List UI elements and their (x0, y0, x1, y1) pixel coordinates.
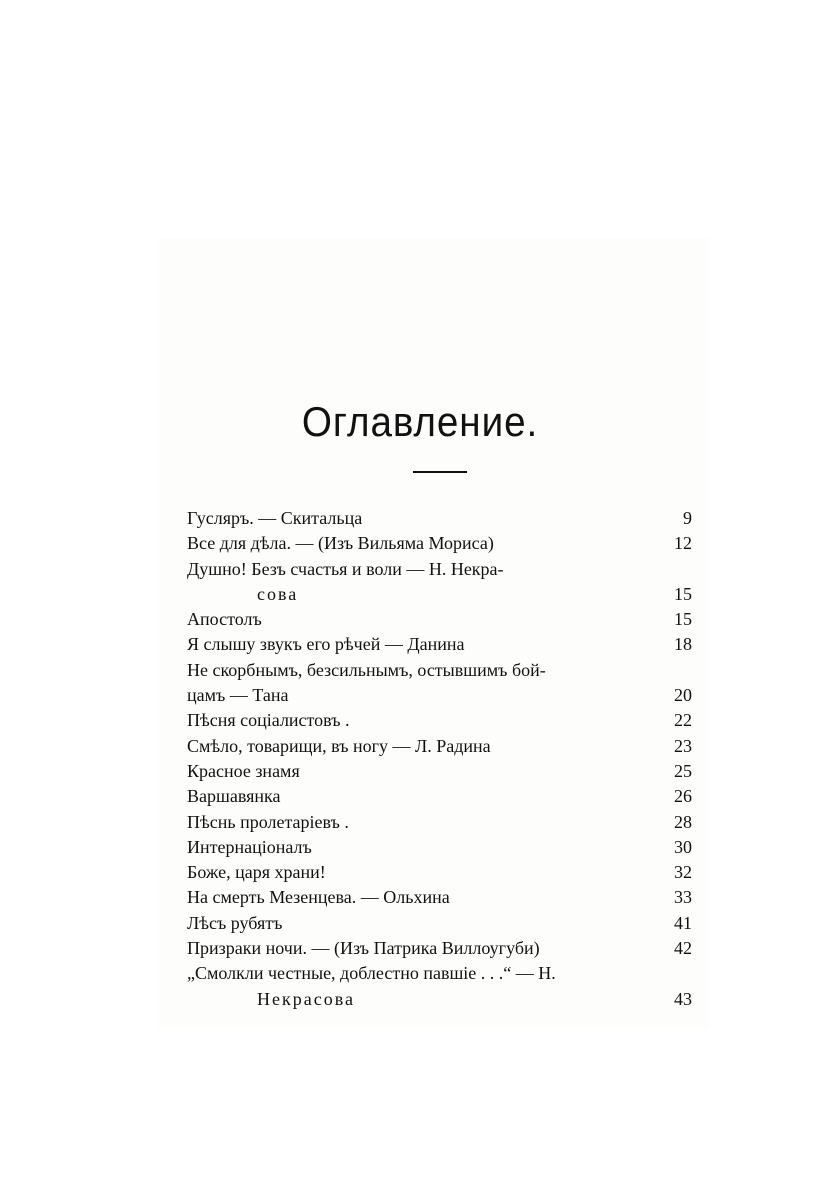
toc-entry-title: Пѣсня соціалистовъ . (187, 710, 350, 731)
toc-entry-page: 20 (674, 685, 692, 706)
toc-entry-title: Я слышу звукъ его рѣчей — Данина (187, 634, 465, 655)
toc-entry-title: На смерть Мезенцева. — Ольхина (187, 887, 450, 908)
toc-entry-page: 22 (674, 710, 692, 731)
toc-entry (187, 835, 692, 860)
toc-entry (187, 810, 692, 835)
toc-entry (187, 911, 692, 936)
page-title: Оглавление. (301, 398, 539, 445)
toc-entry (187, 961, 692, 986)
toc-entry (187, 860, 692, 885)
toc-entry-title: Варшавянка (187, 786, 281, 807)
title-rule (413, 471, 467, 473)
toc-entry (187, 557, 692, 582)
toc-entry-title: Призраки ночи. — (Изъ Патрика Виллоугуби) (187, 938, 540, 959)
toc-entry-page: 43 (674, 988, 692, 1009)
toc-entry-title: Пѣснь пролетаріевъ . (187, 811, 349, 832)
toc-entry (187, 759, 692, 784)
toc-entry-title: Все для дѣла. — (Изъ Вильяма Мориса) (187, 533, 494, 554)
toc-entry (187, 506, 692, 531)
toc-entry-page: 28 (674, 811, 692, 832)
toc-entry-title: Смѣло, товарищи, въ ногу — Л. Радина (187, 735, 491, 756)
toc-entry-title: Гусляръ. — Скитальца (187, 508, 363, 528)
toc-entry-title: Некрасова (257, 988, 355, 1009)
toc-entry-page: 18 (674, 634, 692, 655)
toc-entry-page: 9 (683, 508, 692, 528)
toc-entry-title: Красное знамя (187, 760, 300, 781)
toc-entry-title: Боже, царя храни! (187, 862, 326, 883)
toc-entry-title: Интернаціоналъ (187, 836, 312, 857)
table-of-contents (187, 506, 692, 1012)
toc-entry-title: „Смолкли честные, доблестно павшіе . . .“ — Н. (187, 963, 556, 984)
toc-entry-page: 30 (674, 836, 692, 857)
toc-entry-title: сова (257, 583, 299, 604)
toc-entry-title: Не скорбнымъ, безсильнымъ, остывшимъ бой- (187, 659, 546, 680)
toc-entry (187, 531, 692, 556)
toc-entry (187, 683, 692, 708)
toc-entry-title: Апостолъ (187, 609, 262, 630)
toc-entry (187, 658, 692, 683)
toc-entry-page: 25 (674, 760, 692, 781)
toc-entry (187, 582, 692, 607)
toc-entry-title: Лѣсъ рубятъ (187, 912, 283, 933)
toc-entry (187, 734, 692, 759)
toc-entry-page: 23 (674, 735, 692, 756)
toc-entry (187, 936, 692, 961)
toc-entry-page: 26 (674, 786, 692, 807)
toc-entry-page: 33 (674, 887, 692, 908)
toc-entry-title: Душно! Безъ счастья и воли — Н. Некра- (187, 558, 504, 579)
toc-entry (187, 885, 692, 910)
toc-entry-page: 42 (674, 938, 692, 959)
toc-entry-page: 15 (674, 583, 692, 604)
toc-entry (187, 632, 692, 657)
toc-entry-page: 15 (674, 609, 692, 630)
toc-entry-page: 41 (674, 912, 692, 933)
toc-entry-title: цамъ — Тана (187, 685, 289, 706)
toc-entry-page: 12 (674, 533, 692, 554)
toc-entry (187, 607, 692, 632)
toc-entry-page: 32 (674, 862, 692, 883)
toc-entry (187, 987, 692, 1012)
toc-entry (187, 784, 692, 809)
toc-entry (187, 708, 692, 733)
